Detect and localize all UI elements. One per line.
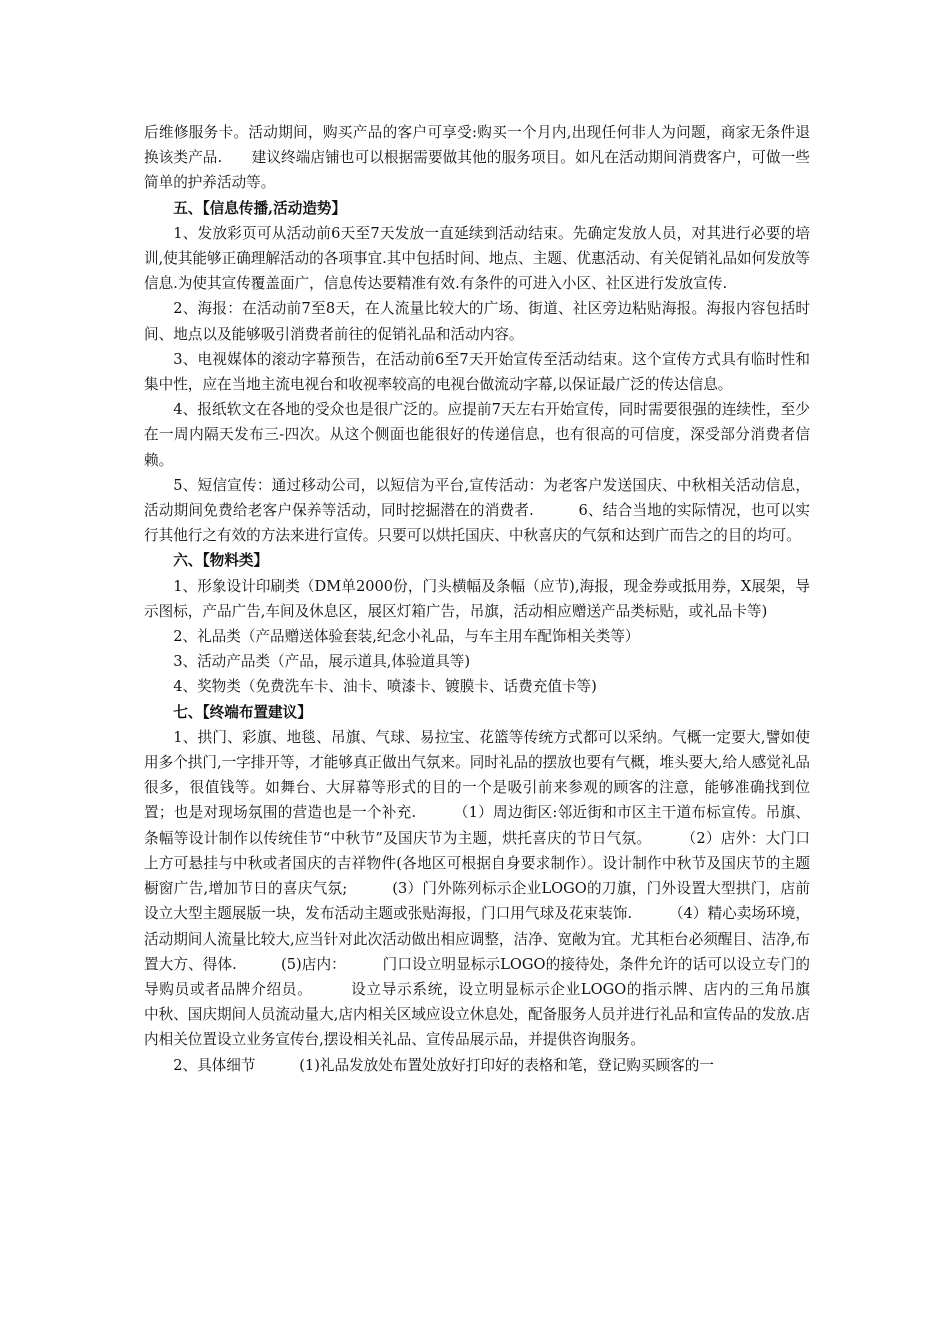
section-heading-7: 七、【终端布置建议】 bbox=[173, 703, 312, 721]
paragraph-details: 2、具体细节 (1)礼品发放处布置处放好打印好的表格和笔，登记购买顾客的一 bbox=[173, 1056, 714, 1074]
paragraph-printing: 1、形象设计印刷类（DM单2000份，门头横幅及条幅（应节),海报，现金券或抵用券，X展架，导示图标，产品广告,车间及休息区，展区灯箱广告，吊旗，活动相应赠送产品类标贴，或礼品卡等) bbox=[144, 577, 810, 620]
paragraph-terminal-layout: 1、拱门、彩旗、地毯、吊旗、气球、易拉宝、花篮等传统方式都可以采纳。气概一定要大,譬如使用多个拱门,一字排开等，才能够真正做出气氛来。同时礼品的摆放也要有气概，堆头要大,给人感觉礼品很多，很值钱等。如舞台、大屏幕等形式的目的一个是吸引前来参观的顾客的注意，能够准确找到位置；也是对现场氛围的营造也是一个补充. （1）周边街区:邻近街和市区主干道布标宣传。吊旗、条幅等设计制作以传统佳节“中秋节”及国庆节为主题，烘托喜庆的节日气氛。 （2）店外：大门口上方可悬挂与中秋或者国庆的吉祥物件(各地区可根据自身要求制作）。设计制作中秋节及国庆节的主题橱窗广告,增加节日的喜庆气氛; (3）门外陈列标示企业LOGO的刀旗，门外设置大型拱门，店前设立大型主题展版一块，发布活动主题或张贴海报，门口用气球及花束装饰. （4）精心卖场环境，活动期间人流量比较大,应当针对此次活动做出相应调整，洁净、宽敞为宜。尤其柜台必须醒目、洁净,布置大方、得体. (5)店内： 门口设立明显标示LOGO的接待处，条件允许的话可以设立专门的导购员或者品牌介绍员。 设立导示系统，设立明显标示企业LOGO的指示牌、店内的三角吊旗 中秋、国庆期间人员流动量大,店内相关区域应设立休息处，配备服务人员并进行礼品和宣传品的发放.店内相关位置设立业务宣传台,摆设相关礼品、宣传品展示品，并提供咨询服务。 bbox=[144, 728, 854, 1049]
section-heading-6: 六、【物料类】 bbox=[173, 552, 269, 570]
paragraph-newspaper: 4、报纸软文在各地的受众也是很广泛的。应提前7天左右开始宣传，同时需要很强的连续性，至少在一周内隔天发布三-四次。从这个侧面也能很好的传递信息，也有很高的可信度，深受部分消费者信赖。 bbox=[144, 401, 810, 469]
paragraph-prizes: 4、奖物类（免费洗车卡、油卡、喷漆卡、镀膜卡、话费充值卡等) bbox=[173, 678, 597, 696]
paragraph-service-card: 后维修服务卡。活动期间，购买产品的客户可享受:购买一个月内,出现任何非人为问题，商家无条件退换该类产品. 建议终端店铺也可以根据需要做其他的服务项目。如凡在活动期间消费客户，可做一些简单的护养活动等。 bbox=[144, 124, 810, 192]
paragraph-flyers: 1、发放彩页可从活动前6天至7天发放一直延续到活动结束。先确定发放人员，对其进行必要的培训,使其能够正确理解活动的各项事宜.其中包括时间、地点、主题、优惠活动、有关促销礼品如何发放等信息.为使其宣传覆盖面广，信息传达要精准有效.有条件的可进入小区、社区进行发放宣传. bbox=[144, 224, 811, 293]
paragraph-tv-ticker: 3、电视媒体的滚动字幕预告，在活动前6至7天开始宣传至活动结束。这个宣传方式具有临时性和集中性，应在当地主流电视台和收视率较高的电视台做流动字幕,以保证最广泛的传达信息。 bbox=[144, 350, 810, 394]
paragraph-gifts: 2、礼品类（产品赠送体验套装,纪念小礼品，与车主用车配饰相关类等） bbox=[173, 628, 640, 646]
paragraph-sms: 5、短信宣传：通过移动公司，以短信为平台,宣传活动：为老客户发送国庆、中秋相关活动信息，活动期间免费给老客户保养等活动，同时挖掘潜在的消费者. 6、结合当地的实际情况，也可以实行其他行之有效的方法来进行宣传。只要可以烘托国庆、中秋喜庆的气氛和达到广而告之的目的均可。 bbox=[144, 476, 810, 545]
section-heading-5: 五、【信息传播,活动造势】 bbox=[173, 199, 347, 217]
paragraph-posters: 2、海报：在活动前7至8天，在人流量比较大的广场、街道、社区旁边粘贴海报。海报内容包括时间、地点以及能够吸引消费者前往的促销礼品和活动内容。 bbox=[144, 300, 810, 343]
document-page bbox=[144, 120, 854, 1078]
paragraph-activity-products: 3、活动产品类（产品，展示道具,体验道具等) bbox=[173, 653, 471, 671]
